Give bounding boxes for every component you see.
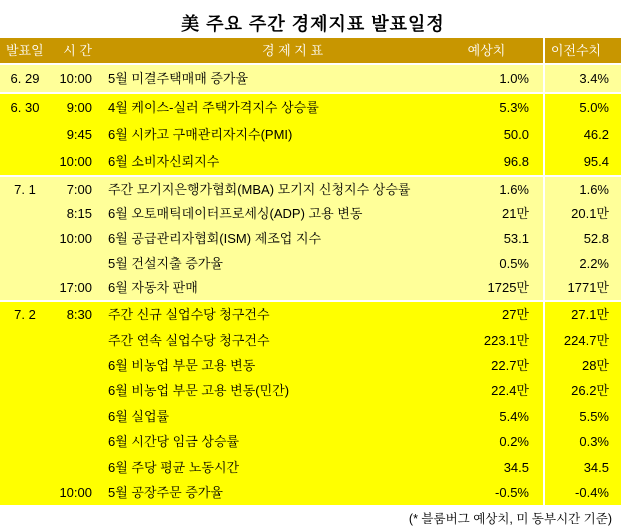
header-expected: 예상치 [467,43,506,58]
time-cell: 10:00 [59,484,92,500]
indicator-cell: 6월 자동차 판매 [108,280,198,296]
header-indicator: 경 제 지 표 [261,43,324,58]
indicator-cell: 6월 비농업 부문 고용 변동 [108,357,256,373]
date-cell: 6. 30 [10,100,40,115]
expected-cell: 0.2% [499,434,529,450]
previous-cell: 224.7만 [563,332,609,348]
expected-cell: 5.4% [499,408,529,424]
indicator-cell: 6월 소비자신뢰지수 [108,154,220,169]
time-cell: 9:45 [66,127,92,142]
previous-cell: 34.5 [583,459,609,475]
footnote: (* 블룸버그 예상치, 미 동부시간 기준) [408,512,612,527]
page-title: 美 주요 주간 경제지표 발표일정 [181,14,445,34]
time-cell: 7:00 [66,181,92,197]
date-cell: 7. 2 [14,307,36,323]
table-row [0,480,621,505]
previous-cell: 52.8 [583,230,609,246]
indicator-cell: 6월 실업률 [108,408,170,424]
time-cell: 10:00 [59,230,92,246]
time-cell: 17:00 [59,280,92,296]
indicator-cell: 6월 오토매틱데이터프로세싱(ADP) 고용 변동 [108,206,363,222]
indicator-cell: 4월 케이스-실러 주택가격지수 상승률 [108,100,319,115]
header-date: 발표일 [6,43,44,58]
indicator-cell: 주간 신규 실업수당 청구건수 [108,307,270,323]
expected-cell: 22.7만 [491,357,529,373]
previous-cell: 27.1만 [571,307,609,323]
indicator-cell: 6월 시간당 임금 상승률 [108,434,240,450]
time-cell: 10:00 [59,71,92,86]
indicator-cell: 6월 비농업 부문 고용 변동(민간) [108,383,290,399]
time-cell: 8:30 [66,307,92,323]
table-row [0,429,621,454]
time-cell: 9:00 [66,100,92,115]
indicator-cell: 6월 공급관리자협회(ISM) 제조업 지수 [108,230,322,246]
indicator-cell: 5월 미결주택매매 증가율 [108,71,249,86]
expected-cell: 1725만 [487,280,529,296]
expected-cell: 5.3% [499,100,529,115]
previous-cell: 1771만 [567,280,609,296]
date-group [0,94,621,175]
previous-cell: 95.4 [583,154,609,169]
previous-cell: 1.6% [579,181,609,197]
previous-cell: 3.4% [579,71,609,86]
previous-cell: 0.3% [579,434,609,450]
expected-cell: 34.5 [503,459,529,475]
table-row [0,65,621,92]
indicator-cell: 5월 건설지출 증가율 [108,255,223,271]
previous-cell: 46.2 [583,127,609,142]
table-row [0,404,621,429]
table-row [0,148,621,175]
expected-cell: 27만 [501,307,529,323]
expected-cell: 1.6% [499,181,529,197]
expected-cell: 1.0% [499,71,529,86]
expected-cell: 0.5% [499,255,529,271]
expected-cell: 53.1 [503,230,529,246]
table-row [0,94,621,121]
table-row [0,251,621,276]
table-row [0,202,621,227]
header-previous: 이전수치 [550,43,602,58]
time-cell: 10:00 [59,154,92,169]
time-cell: 8:15 [66,206,92,222]
previous-cell: -0.4% [575,484,609,500]
expected-cell: 96.8 [503,154,529,169]
date-cell: 7. 1 [14,181,36,197]
indicator-cell: 주간 연속 실업수당 청구건수 [108,332,270,348]
expected-cell: 50.0 [503,127,529,142]
previous-cell: 26.2만 [571,383,609,399]
previous-cell: 20.1만 [571,206,609,222]
table-row [0,226,621,251]
header-time: 시 간 [63,43,92,58]
table-row [0,275,621,300]
table-row [0,327,621,352]
previous-cell: 5.0% [579,100,609,115]
table-row [0,378,621,403]
indicator-cell: 6월 시카고 구매관리자지수(PMI) [108,127,293,142]
date-group [0,302,621,505]
table-row [0,302,621,327]
expected-cell: 22.4만 [491,383,529,399]
expected-cell: 223.1만 [483,332,529,348]
expected-cell: 21만 [501,206,529,222]
table-row [0,353,621,378]
expected-cell: -0.5% [495,484,529,500]
previous-cell: 28만 [581,357,609,373]
indicator-cell: 6월 주당 평균 노동시간 [108,459,240,475]
date-group [0,177,621,300]
previous-cell: 5.5% [579,408,609,424]
previous-cell: 2.2% [579,255,609,271]
date-cell: 6. 29 [10,71,40,86]
table-row [0,177,621,202]
table-header-row [0,38,621,63]
date-group [0,65,621,92]
indicator-cell: 주간 모기지은행가협회(MBA) 모기지 신청지수 상승률 [108,181,411,197]
table-row [0,121,621,148]
indicator-cell: 5월 공장주문 증가율 [108,484,223,500]
table-body [0,65,621,505]
indicators-table [0,38,621,505]
table-row [0,454,621,479]
